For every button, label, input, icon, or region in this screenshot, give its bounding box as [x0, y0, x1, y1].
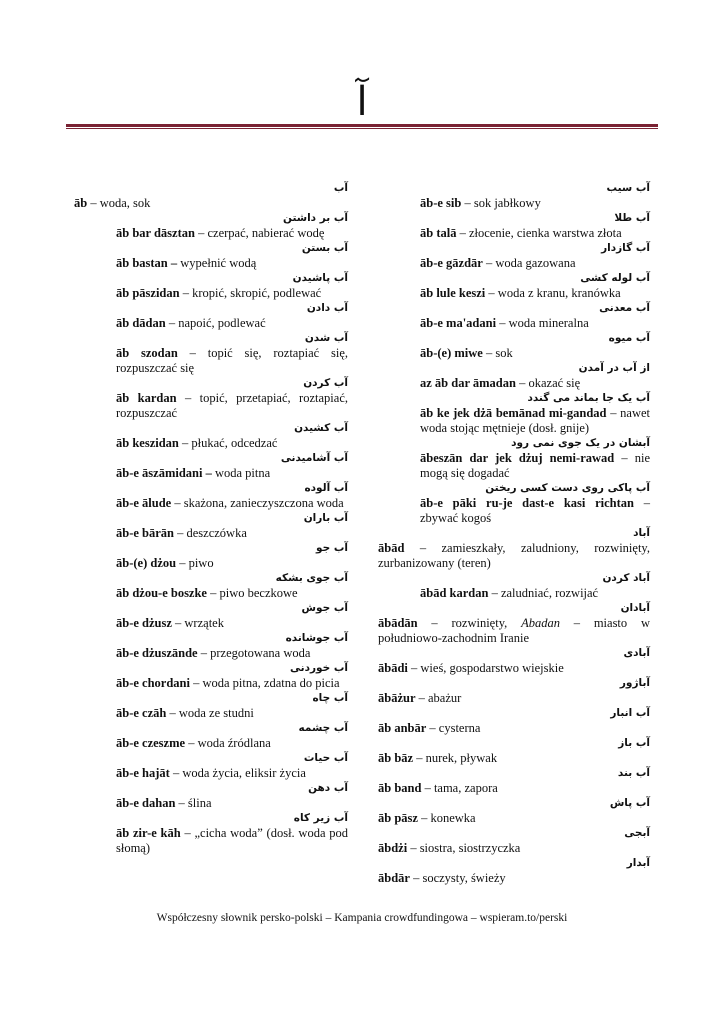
separator: –: [175, 796, 188, 810]
dictionary-entry: [74, 421, 348, 451]
dictionary-entry: [74, 541, 348, 571]
dictionary-entry: [378, 676, 650, 706]
dictionary-entry: [74, 631, 348, 661]
section-letter: آ: [356, 79, 368, 124]
dictionary-entry: [74, 571, 348, 601]
persian-headword: آباد: [633, 527, 650, 539]
separator: –: [180, 826, 195, 840]
persian-headword: آب طلا: [614, 212, 650, 224]
persian-headword: آب چاه: [312, 692, 348, 704]
transliteration: az āb dar āmadan: [420, 376, 516, 390]
transliteration: āb-e sib: [420, 196, 462, 210]
separator: –: [409, 871, 423, 885]
transliteration: āb keszidan: [116, 436, 179, 450]
persian-headword: آب دهن: [308, 782, 348, 794]
dictionary-entry: [74, 181, 348, 211]
persian-headword: آباد کردن: [602, 572, 650, 584]
transliteration: āb pāszidan: [116, 286, 180, 300]
dictionary-entry: [74, 511, 348, 541]
translation: topić się, roztapiać się, rozpuszczać się: [116, 346, 348, 375]
polish-definition: [74, 466, 348, 481]
persian-headword: آبدار: [626, 857, 650, 869]
transliteration: āb szodan: [116, 346, 178, 360]
persian-headword: آب آشامیدنی: [280, 452, 348, 464]
transliteration: ābādi: [378, 661, 408, 675]
polish-definition: [74, 706, 348, 721]
translation: ślina: [187, 796, 212, 810]
translation: siostra, siostrzyczka: [419, 841, 521, 855]
separator: –: [407, 841, 420, 855]
transliteration: ābād: [378, 541, 405, 555]
polish-definition: [378, 256, 650, 271]
persian-headword: آب باران: [303, 512, 348, 524]
persian-headword: آبشان در یک جوی نمی رود: [511, 437, 650, 449]
translation: soczysty, świeży: [422, 871, 506, 885]
separator: –: [488, 586, 501, 600]
polish-definition: [74, 436, 348, 451]
translation: piwo: [188, 556, 214, 570]
translation: tama, zapora: [433, 781, 498, 795]
transliteration: āb dżou-e boszke: [116, 586, 207, 600]
separator: –: [482, 256, 496, 270]
persian-headword: آباژور: [619, 677, 650, 689]
translation: „cicha woda” (dosł. woda pod słomą): [116, 826, 349, 855]
polish-definition: [378, 781, 650, 796]
translation: kropić, skropić, podlewać: [192, 286, 322, 300]
right-column: [378, 181, 650, 886]
dictionary-entry: [378, 391, 650, 436]
dictionary-entry: [74, 331, 348, 376]
translation: woda gazowana: [495, 256, 576, 270]
polish-definition: [74, 796, 348, 811]
translation: wieś, gospodarstwo wiejskie: [420, 661, 564, 675]
translation: okazać się: [528, 376, 581, 390]
transliteration: āb-(e) dżou: [116, 556, 177, 570]
transliteration: āb band: [378, 781, 422, 795]
persian-headword: آب جوشانده: [285, 632, 348, 644]
translation: przegotowana woda: [210, 646, 311, 660]
polish-definition: [74, 286, 348, 301]
transliteration: āb-e ālude: [116, 496, 172, 510]
dictionary-entry: [74, 781, 348, 811]
persian-headword: آب شدن: [304, 332, 348, 344]
dictionary-entry: [378, 601, 650, 646]
transliteration: āb anbār: [378, 721, 427, 735]
polish-definition: [378, 286, 650, 301]
persian-headword: آب معدنی: [599, 302, 650, 314]
dictionary-entry: [378, 706, 650, 736]
translation: skażona, zanieczyszczona woda: [183, 496, 344, 510]
separator: –: [174, 526, 187, 540]
polish-definition: [378, 811, 650, 826]
translation: zamieszkały, zaludniony, rozwinięty, zurbanizowany (teren): [378, 541, 650, 570]
dictionary-entry: [74, 241, 348, 271]
transliteration: āb-e gāzdār: [420, 256, 483, 270]
persian-headword: آب گازدار: [601, 242, 650, 254]
persian-headword: آب انبار: [610, 707, 650, 719]
separator: –: [415, 691, 428, 705]
persian-headword: آب میوه: [608, 332, 650, 344]
polish-definition: [378, 871, 650, 886]
polish-definition: [74, 226, 348, 241]
translation: woda ze studni: [178, 706, 254, 720]
separator: –: [456, 226, 469, 240]
header-rule-thick: [66, 124, 658, 127]
transliteration: āb-(e) miwe: [420, 346, 483, 360]
translation: piwo beczkowe: [219, 586, 298, 600]
separator: –: [413, 751, 426, 765]
dictionary-entry: [378, 436, 650, 481]
dictionary-entry: [378, 766, 650, 796]
separator: –: [614, 451, 635, 465]
dictionary-entry: [378, 646, 650, 676]
polish-definition: [378, 226, 650, 241]
polish-definition: [378, 451, 650, 481]
persian-headword: آب بر داشتن: [283, 212, 348, 224]
persian-headword: آب: [333, 182, 348, 194]
dictionary-entry: [378, 856, 650, 886]
polish-definition: [378, 346, 650, 361]
translation: woda, sok: [99, 196, 151, 210]
separator: –: [482, 346, 496, 360]
dictionary-entry: [74, 271, 348, 301]
dictionary-entry: [378, 301, 650, 331]
dictionary-entry: [378, 481, 650, 526]
transliteration: āb bāz: [378, 751, 414, 765]
separator: –: [166, 706, 179, 720]
transliteration: ābāżur: [378, 691, 416, 705]
persian-headword: آب سیب: [606, 182, 650, 194]
dictionary-entry: [378, 796, 650, 826]
persian-headword: آب یک جا بماند می گندد: [527, 392, 650, 404]
persian-headword: آب پاکی روی دست کسی ریختن: [485, 482, 650, 494]
translation: czerpać, nabierać wodę: [207, 226, 325, 240]
separator: –: [169, 766, 183, 780]
transliteration: āb talā: [420, 226, 457, 240]
translation: woda źródlana: [197, 736, 271, 750]
separator: –: [634, 496, 651, 510]
translation: woda pitna: [214, 466, 271, 480]
polish-definition: [74, 391, 348, 421]
polish-definition: [74, 736, 348, 751]
dictionary-entry: [74, 301, 348, 331]
transliteration: ābād kardan: [420, 586, 489, 600]
persian-headword: آب زیر کاه: [293, 812, 348, 824]
separator: –: [176, 391, 200, 405]
translation: nawet woda stojąc mętnieje (dosł. gnije): [420, 406, 650, 435]
separator: –: [185, 736, 198, 750]
persian-headword: آبادان: [620, 602, 650, 614]
persian-headword: آب بستن: [301, 242, 348, 254]
polish-definition: [378, 691, 650, 706]
translation: abażur: [428, 691, 462, 705]
polish-definition: [74, 316, 348, 331]
polish-definition: [378, 586, 650, 601]
polish-definition: [74, 766, 348, 781]
polish-definition: [74, 556, 348, 571]
separator: –: [417, 616, 452, 630]
transliteration: āb-e āszāmidani –: [116, 466, 212, 480]
transliteration: āb lule keszi: [420, 286, 486, 300]
dictionary-entry: [74, 451, 348, 481]
transliteration: āb bastan –: [116, 256, 178, 270]
separator: –: [197, 646, 211, 660]
separator: –: [417, 811, 431, 825]
polish-definition: [74, 826, 348, 856]
polish-definition: [378, 841, 650, 856]
separator: –: [194, 226, 208, 240]
persian-headword: آب باز: [618, 737, 650, 749]
separator: –: [515, 376, 529, 390]
separator: –: [87, 196, 100, 210]
translation-italic: Abadan: [521, 616, 560, 630]
persian-headword: از آب در آمدن: [578, 362, 650, 374]
left-column: [74, 181, 348, 856]
dictionary-entry: [74, 481, 348, 511]
dictionary-entry: [74, 601, 348, 631]
dictionary-entry: [74, 211, 348, 241]
dictionary-entry: [378, 241, 650, 271]
separator: –: [606, 406, 621, 420]
persian-headword: آب کردن: [303, 377, 348, 389]
separator: –: [171, 616, 185, 630]
polish-definition: [378, 496, 650, 526]
dictionary-entry: [74, 376, 348, 421]
translation: deszczówka: [186, 526, 247, 540]
polish-definition: [378, 661, 650, 676]
separator: –: [178, 436, 192, 450]
persian-headword: آب بند: [617, 767, 650, 779]
persian-headword: آب جو: [316, 542, 348, 554]
translation: nurek, pływak: [425, 751, 498, 765]
polish-definition: [74, 676, 348, 691]
separator: –: [496, 316, 509, 330]
transliteration: āb-e bārān: [116, 526, 174, 540]
persian-headword: آب خوردنی: [290, 662, 348, 674]
polish-definition: [378, 541, 650, 571]
polish-definition: [378, 406, 650, 436]
polish-definition: [378, 376, 650, 391]
translation: konewka: [430, 811, 476, 825]
transliteration: āb-e hajāt: [116, 766, 170, 780]
transliteration: ābdār: [378, 871, 410, 885]
persian-headword: آبجی: [624, 827, 650, 839]
translation: złocenie, cienka warstwa złota: [468, 226, 622, 240]
persian-headword: آب کشیدن: [294, 422, 348, 434]
translation: wypełnić wodą: [180, 256, 257, 270]
persian-headword: آب لوله کشی: [580, 272, 650, 284]
persian-headword: آب پاش: [609, 797, 650, 809]
transliteration: āb-e dahan: [116, 796, 176, 810]
separator: –: [206, 586, 220, 600]
transliteration: āb zir-e kāh: [116, 826, 181, 840]
separator: –: [177, 346, 208, 360]
dictionary-entry: [378, 361, 650, 391]
translation: sok jabłkowy: [473, 196, 541, 210]
dictionary-entry: [378, 526, 650, 571]
translation: rozwinięty,: [451, 616, 522, 630]
transliteration: āb-e dżuszānde: [116, 646, 198, 660]
dictionary-entry: [74, 751, 348, 781]
transliteration: āb-e chordani: [116, 676, 190, 690]
transliteration: āb-e pāki ru-je dast-e kasi richtan: [420, 496, 635, 510]
dictionary-entry: [74, 721, 348, 751]
polish-definition: [378, 196, 650, 211]
transliteration: āb bar dāsztan: [116, 226, 195, 240]
persian-headword: آبادی: [623, 647, 650, 659]
polish-definition: [378, 316, 650, 331]
separator: –: [165, 316, 179, 330]
translation: sok: [495, 346, 513, 360]
transliteration: āb-e ma'adani: [420, 316, 497, 330]
translation: zbywać kogoś: [420, 511, 492, 525]
polish-definition: [74, 346, 348, 376]
polish-definition: [378, 721, 650, 736]
dictionary-entry: [74, 811, 348, 856]
persian-headword: آب چشمه: [298, 722, 348, 734]
translation: woda pitna, zdatna do picia: [202, 676, 340, 690]
transliteration: āb pāsz: [378, 811, 418, 825]
separator: –: [176, 556, 189, 570]
header-rule-thin: [66, 128, 658, 129]
translation: wrzątek: [184, 616, 224, 630]
translation: zaludniać, rozwijać: [500, 586, 599, 600]
transliteration: ābādān: [378, 616, 418, 630]
translation-cont: – miasto w południowo-zachodnim Iranie: [378, 616, 650, 645]
polish-definition: [74, 616, 348, 631]
separator: –: [171, 496, 184, 510]
polish-definition: [378, 751, 650, 766]
persian-headword: آب جوش: [301, 602, 348, 614]
transliteration: āb: [74, 196, 88, 210]
transliteration: āb-e czāh: [116, 706, 167, 720]
separator: –: [404, 541, 442, 555]
dictionary-entry: [378, 736, 650, 766]
persian-headword: آب حیات: [303, 752, 348, 764]
polish-definition: [74, 496, 348, 511]
polish-definition: [74, 586, 348, 601]
translation: woda życia, eliksir życia: [182, 766, 306, 780]
dictionary-entry: [378, 331, 650, 361]
transliteration: ābdżi: [378, 841, 408, 855]
dictionary-entry: [378, 571, 650, 601]
translation: nie mogą się dogadać: [420, 451, 651, 480]
dictionary-entry: [378, 211, 650, 241]
dictionary-entry: [74, 691, 348, 721]
transliteration: āb-e dżusz: [116, 616, 172, 630]
dictionary-entry: [74, 661, 348, 691]
separator: –: [421, 781, 434, 795]
separator: –: [407, 661, 421, 675]
transliteration: āb-e czeszme: [116, 736, 186, 750]
translation: woda z kranu, kranówka: [497, 286, 621, 300]
transliteration: āb ke jek dżā bemānad mi-gandad: [420, 406, 607, 420]
transliteration: āb kardan: [116, 391, 177, 405]
translation: topić, przetapiać, roztapiać, rozpuszczać: [116, 391, 348, 420]
translation: cysterna: [438, 721, 481, 735]
translation: woda mineralna: [508, 316, 589, 330]
polish-definition: [74, 646, 348, 661]
transliteration: āb dādan: [116, 316, 166, 330]
persian-headword: آب پاشیدن: [292, 272, 348, 284]
polish-definition: [74, 526, 348, 541]
dictionary-entry: [378, 271, 650, 301]
translation: napoić, podlewać: [178, 316, 266, 330]
persian-headword: آب آلوده: [304, 482, 348, 494]
transliteration: ābeszān dar jek dżuj nemi-rawad: [420, 451, 615, 465]
separator: –: [426, 721, 439, 735]
separator: –: [485, 286, 498, 300]
persian-headword: آب جوی بشکه: [275, 572, 348, 584]
persian-headword: آب دادن: [306, 302, 348, 314]
polish-definition: [74, 256, 348, 271]
separator: –: [461, 196, 474, 210]
polish-definition: [74, 196, 348, 211]
separator: –: [179, 286, 193, 300]
dictionary-entry: [378, 826, 650, 856]
translation: płukać, odcedzać: [191, 436, 278, 450]
polish-definition: [378, 616, 650, 646]
dictionary-entry: [378, 181, 650, 211]
page-footer: Współczesny słownik persko-polski – Kampania crowdfundingowa – wspieram.to/perski: [156, 912, 568, 924]
separator: –: [189, 676, 203, 690]
